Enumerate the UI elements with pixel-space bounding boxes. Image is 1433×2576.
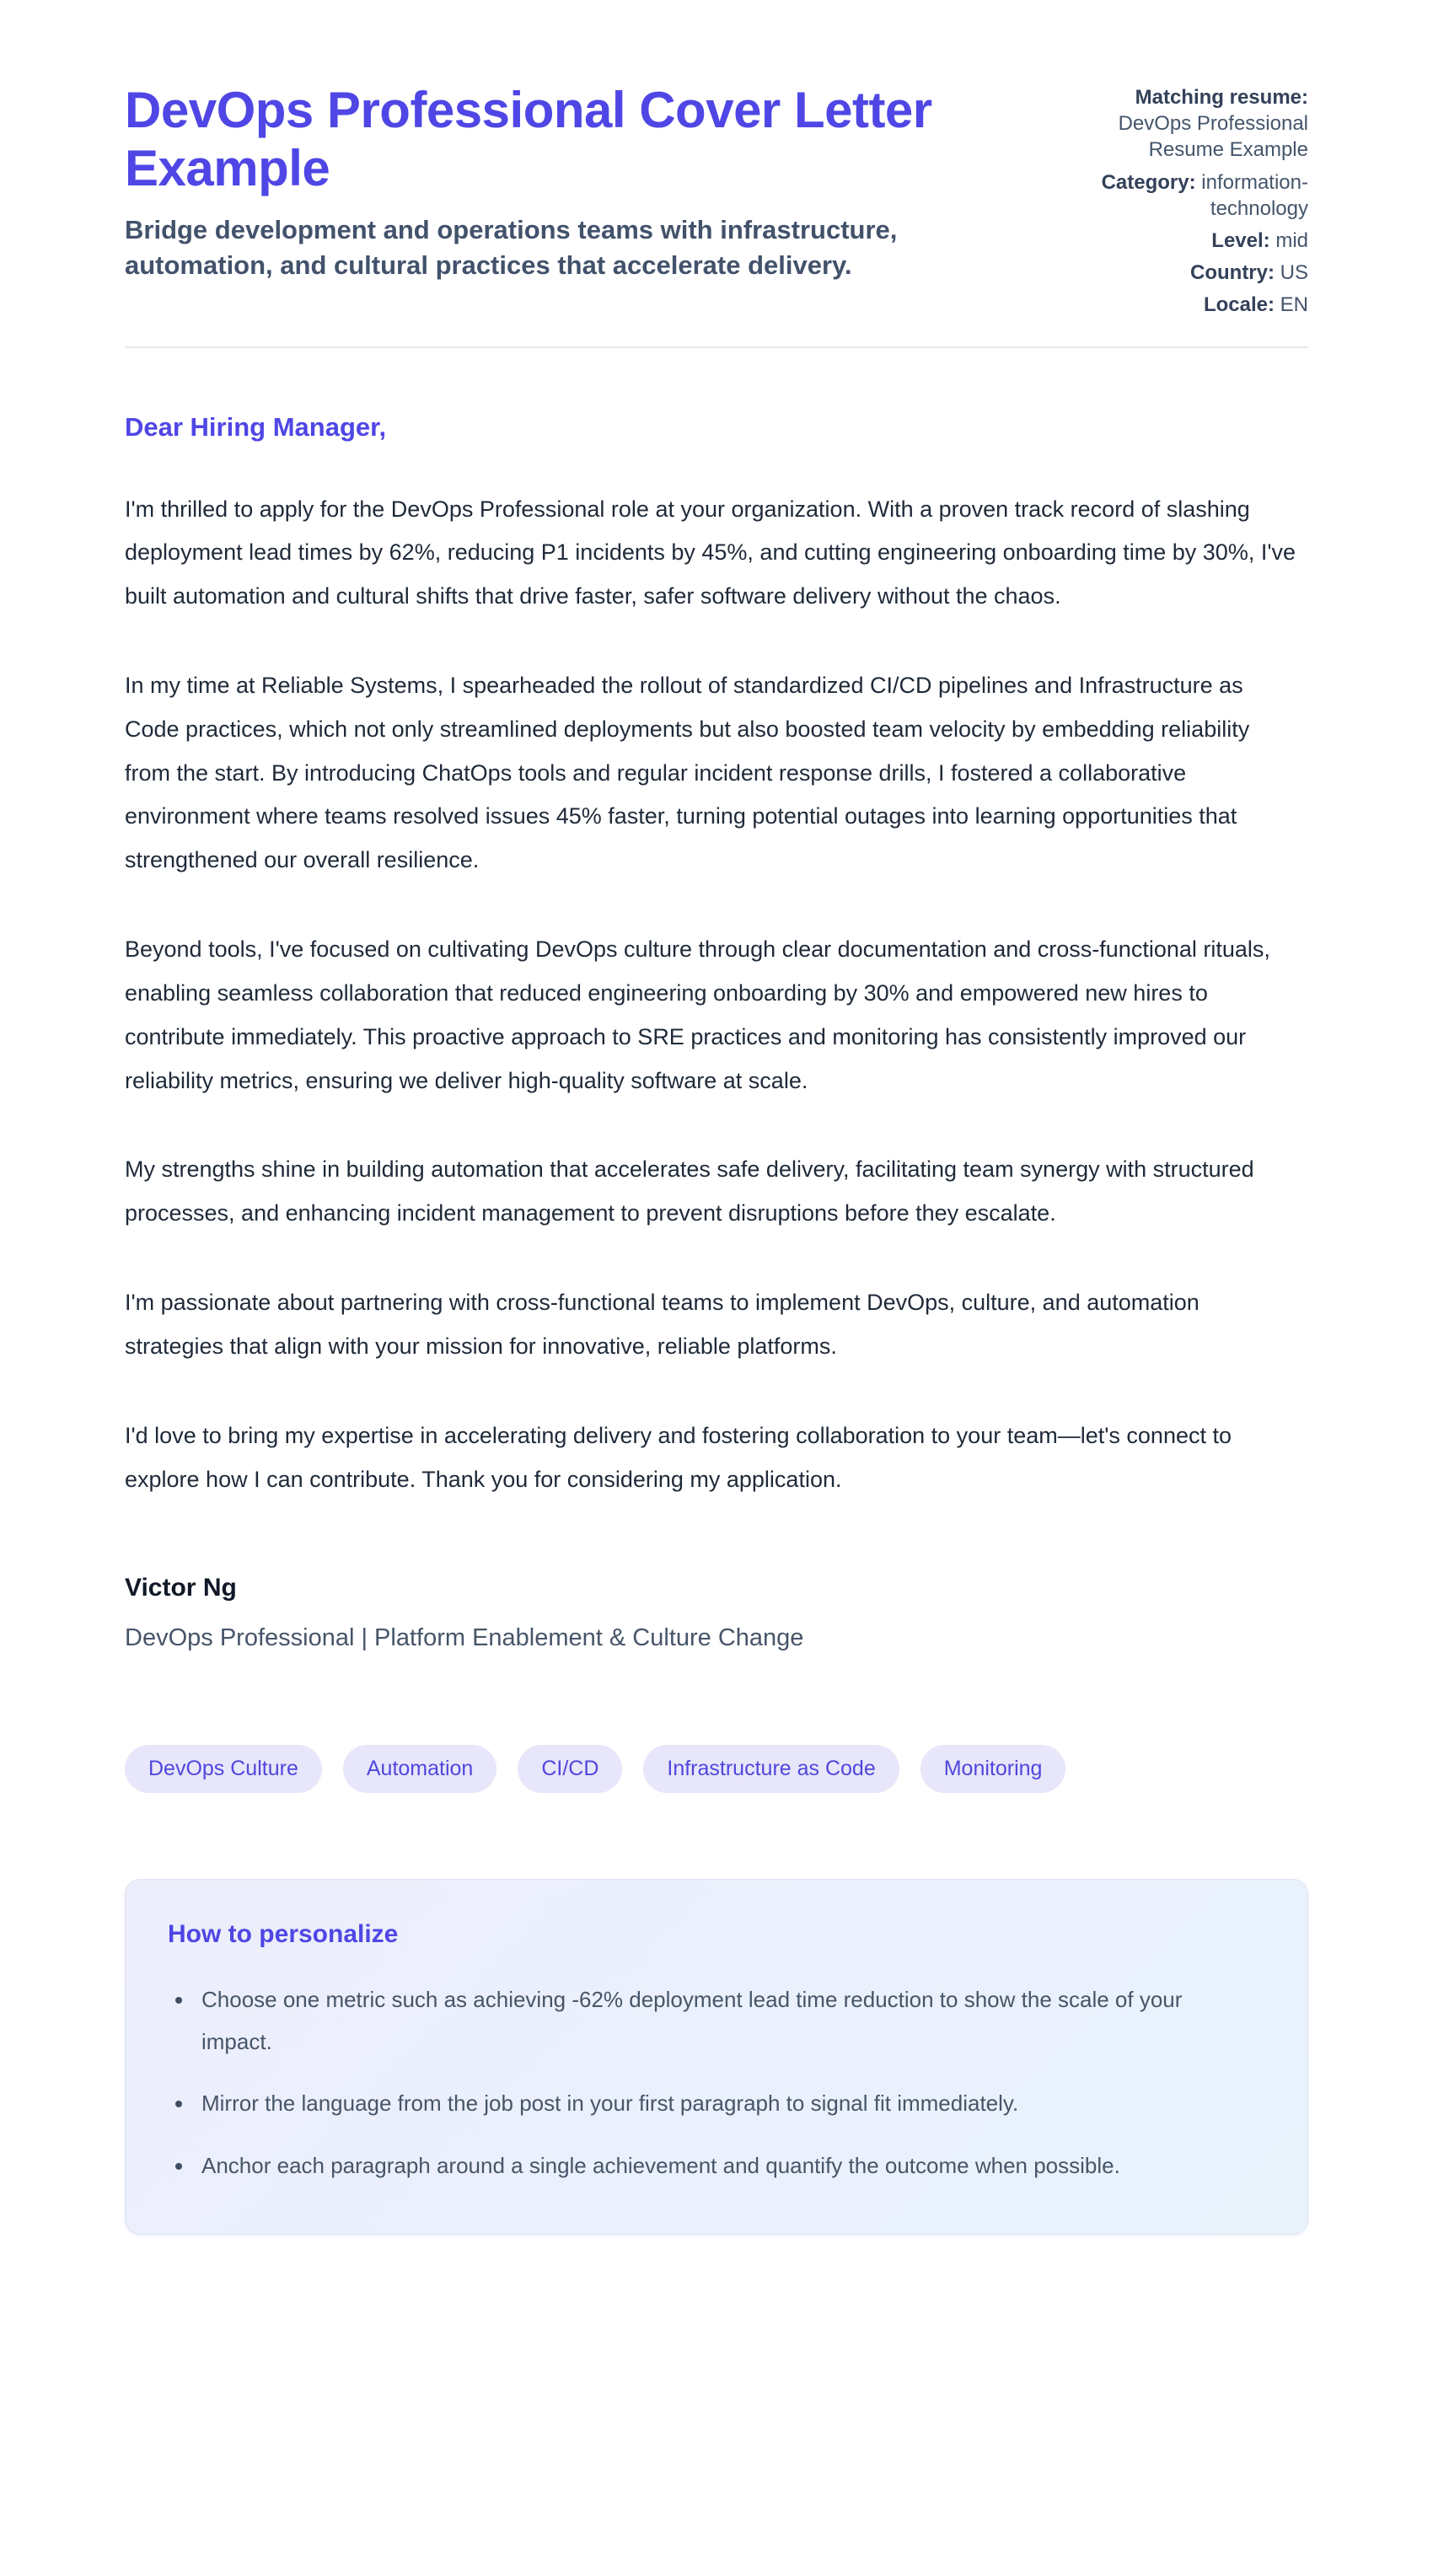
letter-paragraph: Beyond tools, I've focused on cultivating DevOps culture through clear documentation and cross-functional rituals, enabling seamless collaboration that reduced engineering onboarding by 30% and empowered new hires to contribute immediately. This proactive approach to SRE practices and monitoring has consistently improved our reliability metrics, ensuring we deliver high-quality software at scale. bbox=[125, 936, 1270, 1093]
meta-value: mid bbox=[1275, 228, 1308, 252]
meta-locale bbox=[1064, 292, 1308, 318]
page-header bbox=[125, 81, 1308, 325]
page-title: DevOps Professional Cover Letter Example bbox=[125, 82, 932, 196]
tag-infrastructure-as-code[interactable]: Infrastructure as Code bbox=[643, 1745, 899, 1793]
tag-monitoring[interactable]: Monitoring bbox=[920, 1745, 1066, 1793]
header-titles bbox=[125, 81, 1018, 283]
tip-item: • Choose one metric such as achieving -62% deployment lead time reduction to show the scale of your impact. bbox=[195, 1979, 1215, 2063]
tag-automation[interactable]: Automation bbox=[343, 1745, 496, 1793]
tip-item: • Anchor each paragraph around a single achievement and quantify the outcome when possible. bbox=[195, 2145, 1215, 2187]
letter-paragraph: I'm passionate about partnering with cross-functional teams to implement DevOps, culture, and automation strategies that align with your mission for innovative, reliable platforms. bbox=[125, 1290, 1200, 1359]
meta-label: Level: bbox=[1211, 228, 1270, 252]
tip-box-title: How to personalize bbox=[168, 1920, 399, 1949]
tag-cicd[interactable]: CI/CD bbox=[518, 1745, 622, 1793]
letter-paragraph: My strengths shine in building automation that accelerates safe delivery, facilitating team synergy with structured processes, and enhancing incident management to prevent disruptions before they escalate. bbox=[125, 1157, 1254, 1226]
meta-label: Category: bbox=[1101, 170, 1196, 194]
meta-value: US bbox=[1280, 261, 1308, 285]
meta-matching-resume bbox=[1064, 84, 1308, 164]
letter-paragraph: In my time at Reliable Systems, I spearheaded the rollout of standardized CI/CD pipelines and Infrastructure as Code practices, which not only streamlined deployments but also boosted team velocity by embedding reliability from the start. By introducing ChatOps tools and regular incident response drills, I fostered a collaborative environment where teams resolved issues 45% faster, turning potential outages into learning opportunities that strengthened our overall resilience. bbox=[125, 672, 1250, 873]
tip-item: • Mirror the language from the job post in your first paragraph to signal fit immediately. bbox=[195, 2083, 1215, 2124]
letter-body bbox=[125, 412, 1308, 1653]
tag-devops-culture[interactable]: DevOps Culture bbox=[125, 1745, 322, 1793]
letter-paragraph: I'd love to bring my expertise in accelerating delivery and fostering collaboration to your team—let's connect to explore how I can contribute. Thank you for considering my application. bbox=[125, 1422, 1232, 1492]
signature-role: DevOps Professional | Platform Enablement & Culture Change bbox=[125, 1624, 804, 1652]
meta-level bbox=[1064, 228, 1308, 254]
meta-value: DevOps Professional Resume Example bbox=[1118, 112, 1308, 162]
page-subtitle: Bridge development and operations teams with infrastructure, automation, and cultural practices that accelerate delivery. bbox=[125, 215, 898, 280]
meta-value: EN bbox=[1280, 293, 1308, 317]
tip-list bbox=[168, 1979, 1265, 2187]
meta-value: information-technology bbox=[1201, 170, 1308, 220]
meta-country bbox=[1064, 260, 1308, 286]
how-to-personalize-box bbox=[125, 1879, 1308, 2235]
signature-name: Victor Ng bbox=[125, 1574, 237, 1602]
meta-label: Country: bbox=[1190, 261, 1275, 285]
cover-letter-page bbox=[125, 0, 1308, 2268]
letter-greeting: Dear Hiring Manager, bbox=[125, 411, 387, 442]
meta-label: Locale: bbox=[1203, 293, 1275, 317]
tag-list bbox=[125, 1745, 1308, 1793]
resume-meta bbox=[1064, 81, 1308, 325]
meta-label: Matching resume: bbox=[1135, 86, 1308, 109]
letter-paragraph: I'm thrilled to apply for the DevOps Professional role at your organization. With a proven track record of slashing deployment lead times by 62%, reducing P1 incidents by 45%, and cutting engineering onboarding time by 30%, I've built automation and cultural shifts that drive faster, safer software delivery without the chaos. bbox=[125, 496, 1296, 609]
header-divider bbox=[125, 346, 1308, 348]
meta-category bbox=[1064, 169, 1308, 222]
